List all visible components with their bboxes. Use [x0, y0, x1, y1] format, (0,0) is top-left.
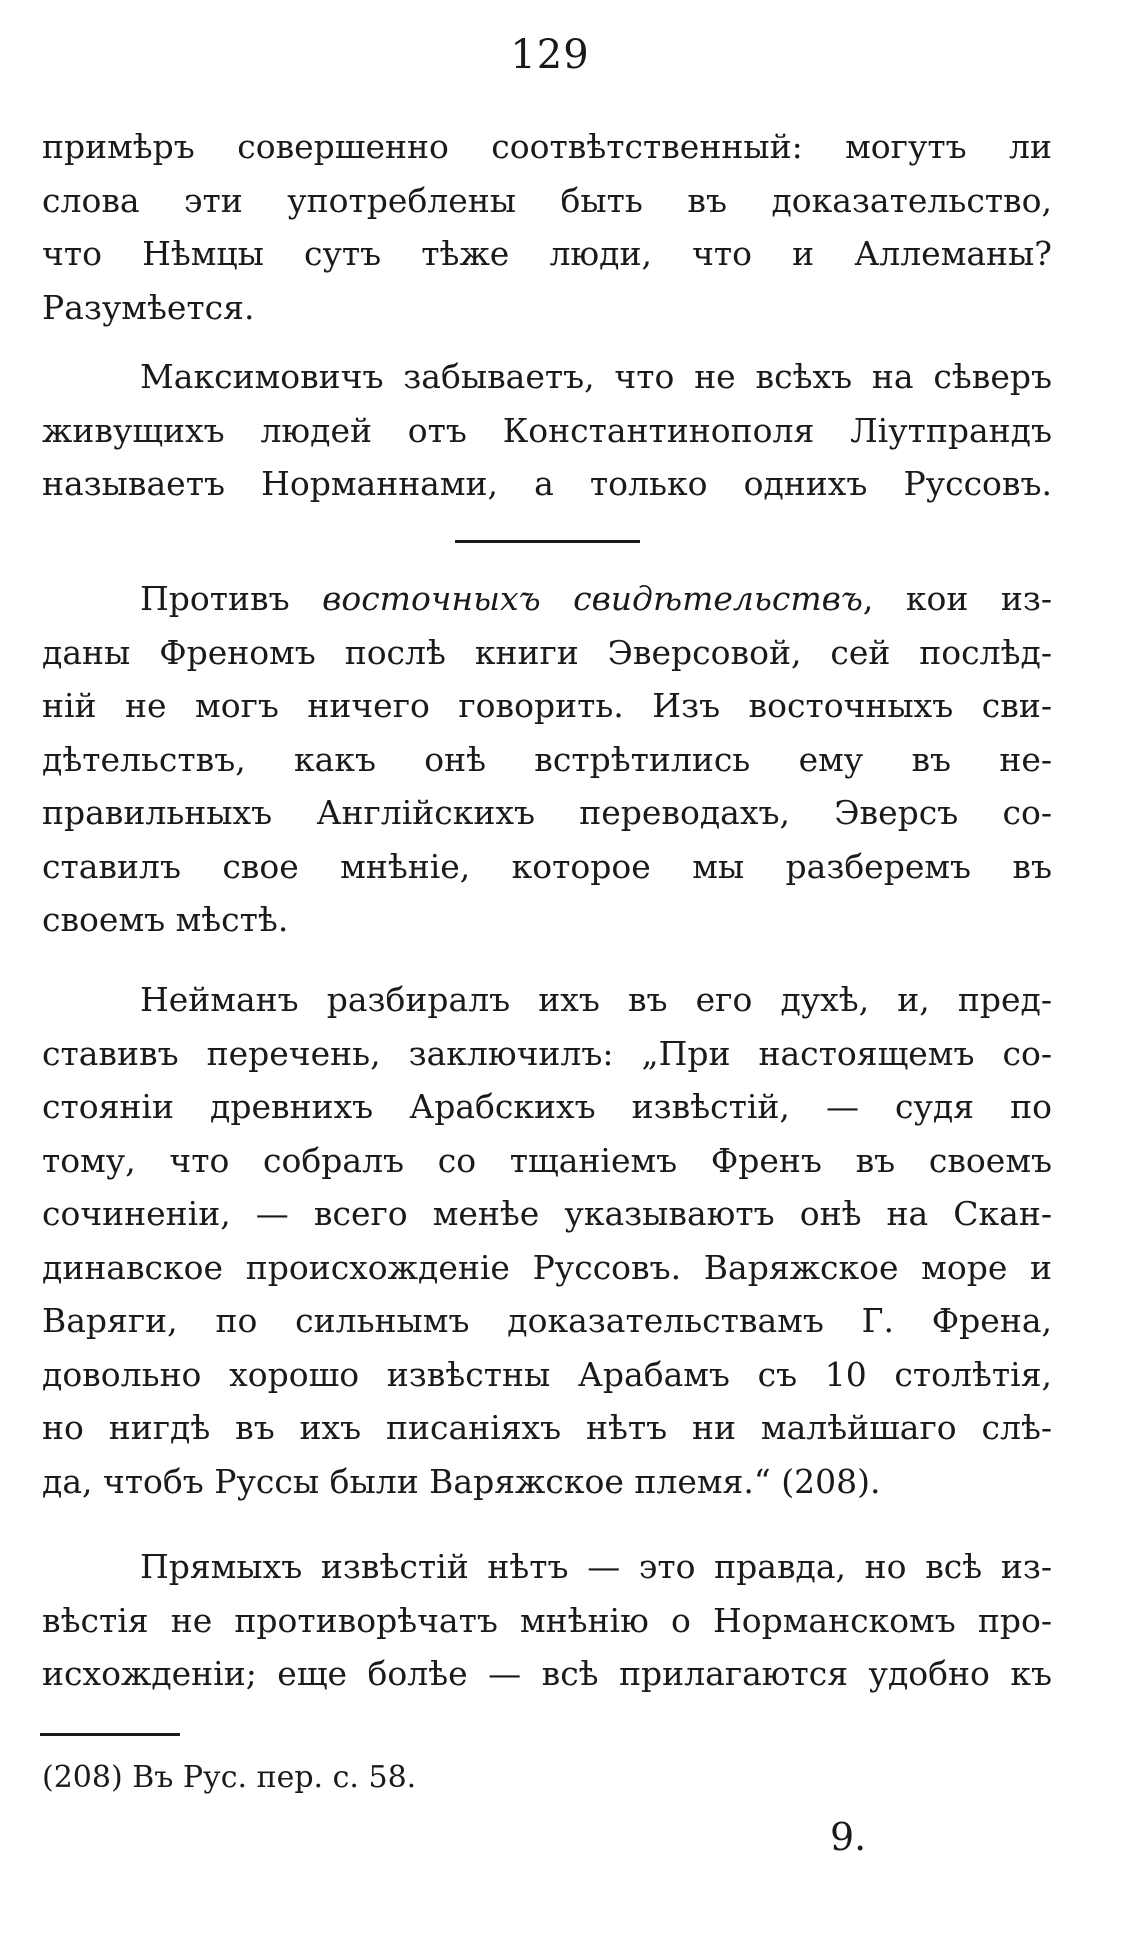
- text-line: тому, что собралъ со тщаніемъ Френъ въ своемъ: [42, 1140, 1052, 1180]
- text-line: но нигдѣ въ ихъ писаніяхъ нѣтъ ни малѣйшаго слѣ-: [42, 1408, 1052, 1447]
- text-line: исхожденіи; еще болѣе — всѣ прилагаются удобно къ: [42, 1654, 1052, 1693]
- italic-phrase: восточныхъ свидѣтельствъ: [322, 579, 863, 618]
- text-line: живущихъ людей отъ Константинополя Ліутпрандъ: [42, 410, 1052, 450]
- paragraph-1: [42, 120, 1052, 334]
- text-line-mixed: [42, 572, 1052, 626]
- text-line: вѣстія не противорѣчатъ мнѣнію о Норманскомъ про-: [42, 1600, 1052, 1640]
- text-line: ставилъ свое мнѣніе, которое мы разберемъ въ: [42, 846, 1052, 886]
- text-line: дѣтельствъ, какъ онѣ встрѣтились ему въ не-: [42, 739, 1052, 779]
- text-run: Противъ: [140, 579, 290, 618]
- page-number: 129: [510, 32, 590, 78]
- text-line: Варяги, по сильнымъ доказательствамъ Г. Френа,: [42, 1301, 1052, 1340]
- text-line: даны Френомъ послѣ книги Эверсовой, сей послѣд-: [42, 632, 1052, 672]
- text-run: , кои из-: [862, 579, 1052, 618]
- paragraph-5: [42, 1540, 1052, 1701]
- signature-mark: 9.: [830, 1815, 867, 1859]
- text-line: Нейманъ разбиралъ ихъ въ его духѣ, и, пред-: [140, 980, 1052, 1019]
- text-line: Прямыхъ извѣстій нѣтъ — это правда, но всѣ из-: [140, 1547, 1052, 1586]
- text-line: сочиненіи, — всего менѣе указываютъ онѣ на Скан-: [42, 1194, 1052, 1233]
- text-line: правильныхъ Англійскихъ переводахъ, Эверсъ со-: [42, 793, 1052, 832]
- text-line: слова эти употреблены быть въ доказательство,: [42, 180, 1052, 220]
- footnote-rule: [40, 1733, 180, 1736]
- text-line: Разумѣется.: [42, 287, 255, 327]
- text-line: динавское происхожденіе Руссовъ. Варяжское море и: [42, 1247, 1052, 1287]
- text-line: называетъ Норманнами, а только однихъ Руссовъ.: [42, 464, 1052, 503]
- text-line: стояніи древнихъ Арабскихъ извѣстій, — судя по: [42, 1087, 1052, 1126]
- paragraph-4: [42, 973, 1052, 1508]
- text-line: ставивъ перечень, заключилъ: „При настоящемъ со-: [42, 1033, 1052, 1073]
- text-line: довольно хорошо извѣстны Арабамъ съ 10 столѣтія,: [42, 1354, 1052, 1394]
- text-line: Максимовичъ забываетъ, что не всѣхъ на сѣверъ: [140, 357, 1052, 396]
- text-line: своемъ мѣстѣ.: [42, 900, 289, 939]
- paragraph-2: [42, 350, 1052, 511]
- paragraph-3: [42, 572, 1052, 947]
- section-divider: [455, 540, 640, 543]
- text-line: что Нѣмцы сутъ тѣже люди, что и Аллеманы?: [42, 234, 1052, 273]
- text-line: примѣръ совершенно соотвѣтственный: могутъ ли: [42, 127, 1052, 166]
- text-line: ній не могъ ничего говорить. Изъ восточныхъ сви-: [42, 686, 1052, 725]
- text-line: да, чтобъ Руссы были Варяжское племя.“ (208).: [42, 1461, 881, 1501]
- footnote: (208) Въ Рус. пер. с. 58.: [42, 1760, 417, 1795]
